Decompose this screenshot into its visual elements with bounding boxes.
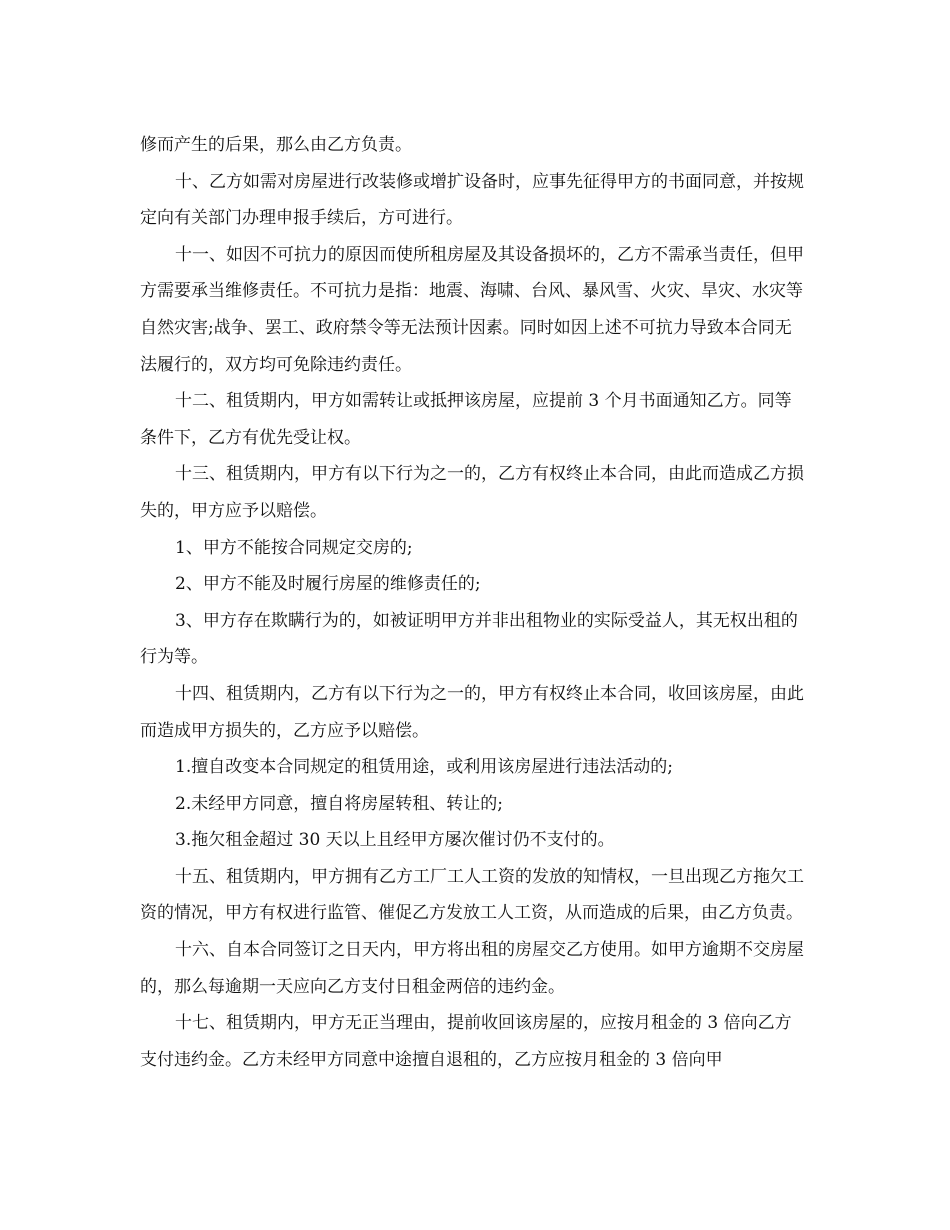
paragraph-clause-15: 十五、租赁期内，甲方拥有乙方工厂工人工资的发放的知情权，一旦出现乙方拖欠工资的情况，甲方有权进行监管、催促乙方发放工人工资，从而造成的后果，由乙方负责。 bbox=[140, 866, 804, 924]
paragraph-clause-13-item-1: 1、甲方不能按合同规定交房的; bbox=[175, 537, 413, 558]
paragraph-clause-12: 十二、租赁期内，甲方如需转让或抵押该房屋，应提前 3 个月书面通知乙方。同等条件下，乙方有优先受让权。 bbox=[140, 391, 792, 448]
paragraph-clause-13: 十三、租赁期内，甲方有以下行为之一的，乙方有权终止本合同，由此而造成乙方损失的，甲方应予以赔偿。 bbox=[140, 464, 804, 521]
paragraph-clause-17: 十七、租赁期内，甲方无正当理由，提前收回该房屋的，应按月租金的 3 倍向乙方支付违约金。乙方未经甲方同意中途擅自退租的，乙方应按月租金的 3 倍向甲 bbox=[140, 1013, 792, 1070]
paragraph-clause-10: 十、乙方如需对房屋进行改装修或增扩设备时，应事先征得甲方的书面同意，并按规定向有关部门办理申报手续后，方可进行。 bbox=[140, 171, 804, 229]
paragraph-clause-11: 十一、如因不可抗力的原因而使所租房屋及其设备损坏的，乙方不需承当责任，但甲方需要承当维修责任。不可抗力是指：地震、海啸、台风、暴风雪、火灾、旱灾、水灾等自然灾害;战争、罢工、政府禁令等无法预计因素。同时如因上述不可抗力导致本合同无法履行的，双方均可免除违约责任。 bbox=[140, 244, 804, 375]
paragraph-clause-14: 十四、租赁期内，乙方有以下行为之一的，甲方有权终止本合同，收回该房屋，由此而造成甲方损失的，乙方应予以赔偿。 bbox=[140, 683, 804, 741]
paragraph-clause-13-item-2: 2、甲方不能及时履行房屋的维修责任的; bbox=[175, 574, 481, 595]
paragraph-clause-14-item-3: 3.拖欠租金超过 30 天以上且经甲方屡次催讨仍不支付的。 bbox=[175, 830, 615, 851]
contract-text bbox=[140, 127, 805, 1078]
paragraph-continuation: 修而产生的后果，那么由乙方负责。 bbox=[140, 135, 412, 155]
paragraph-clause-16: 十六、自本合同签订之日天内，甲方将出租的房屋交乙方使用。如甲方逾期不交房屋的，那么每逾期一天应向乙方支付日租金两倍的违约金。 bbox=[140, 940, 804, 997]
paragraph-clause-14-item-1: 1.擅自改变本合同规定的租赁用途，或利用该房屋进行违法活动的; bbox=[175, 757, 673, 778]
paragraph-clause-14-item-2: 2.未经甲方同意，擅自将房屋转租、转让的; bbox=[175, 793, 503, 814]
paragraph-clause-13-item-3: 3、甲方存在欺瞒行为的，如被证明甲方并非出租物业的实际受益人，其无权出租的行为等。 bbox=[140, 610, 798, 668]
